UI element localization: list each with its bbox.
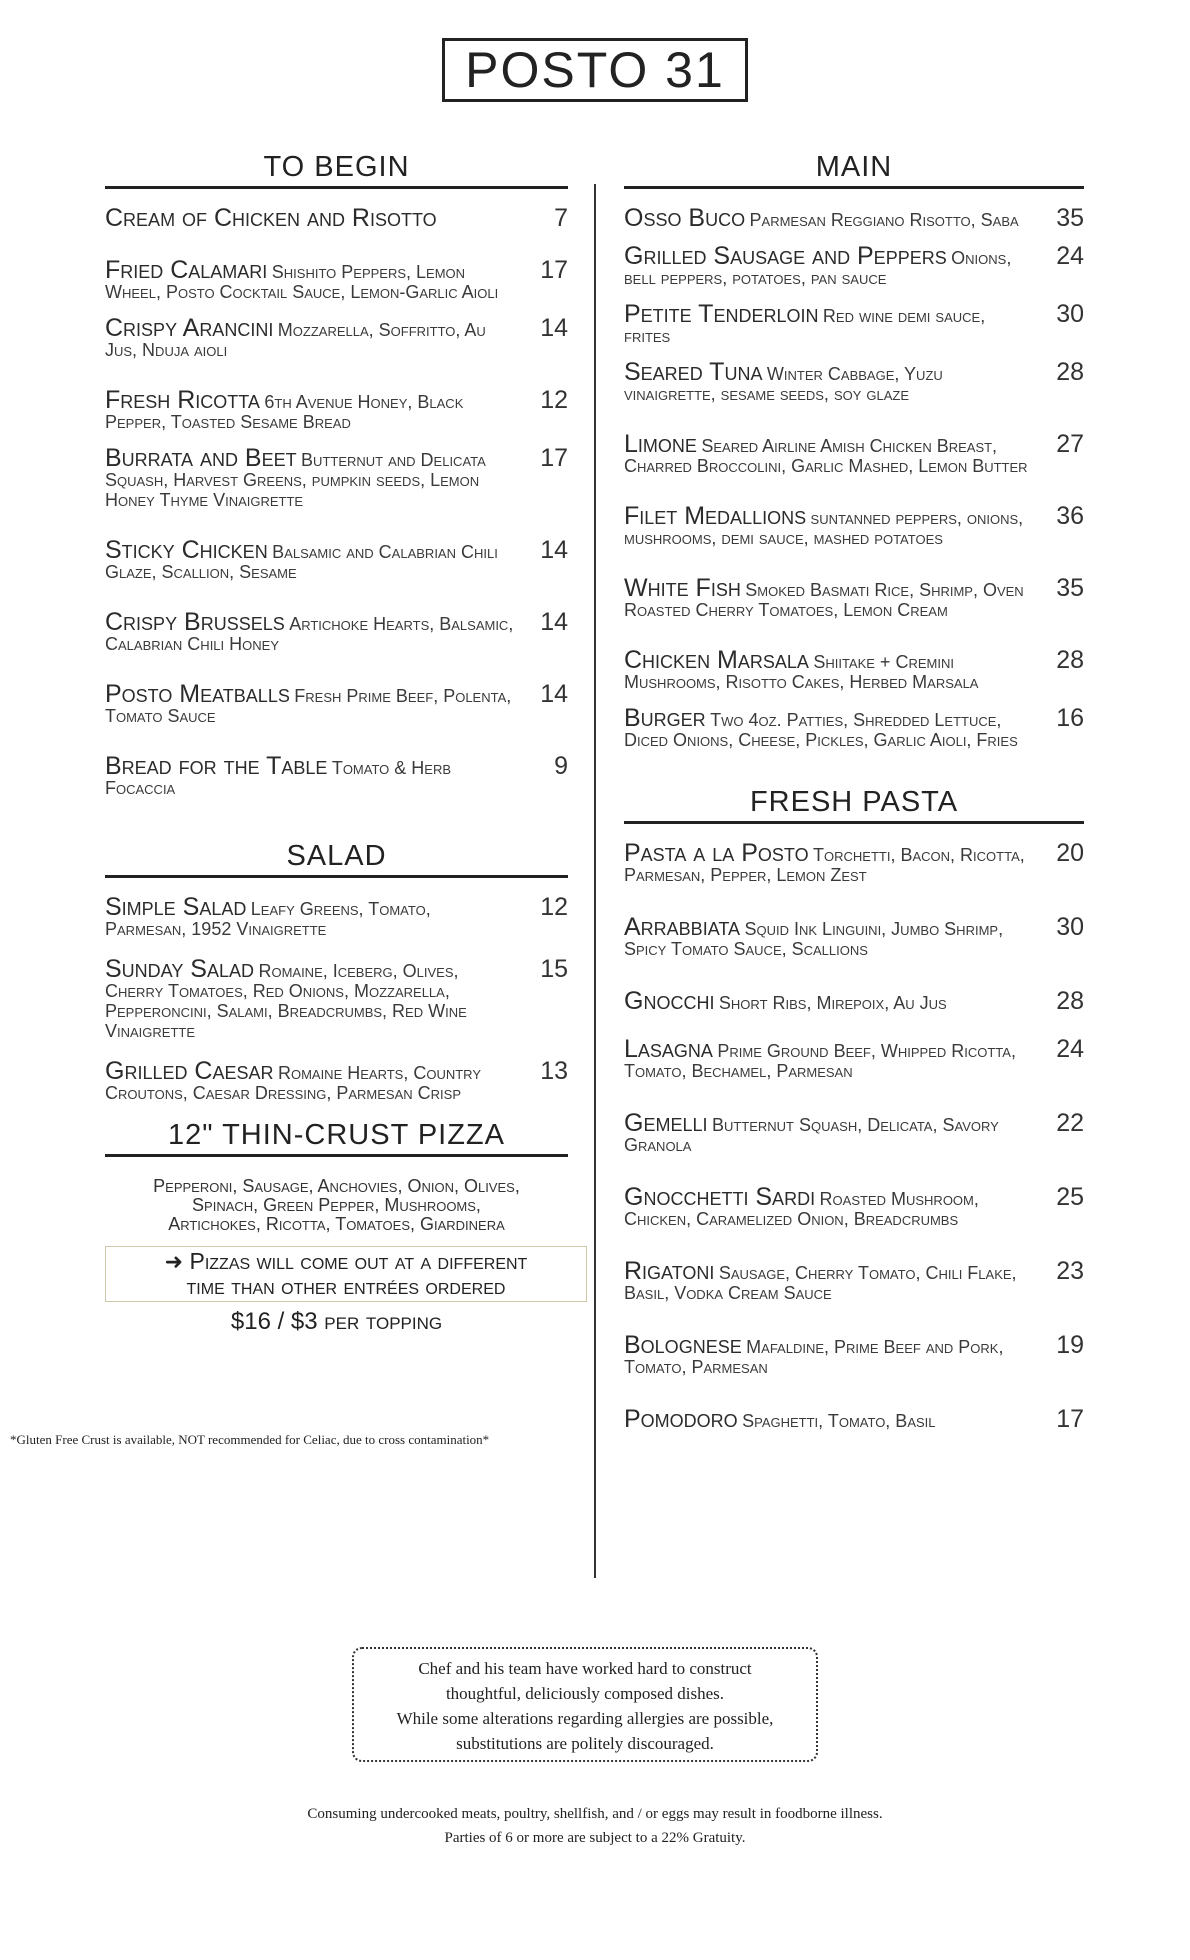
menu-item-name: Limone: [624, 430, 697, 458]
menu-item-name: Gnocchetti Sardi: [624, 1183, 816, 1211]
menu-item-price: 36: [1056, 502, 1084, 530]
menu-item-price: 25: [1056, 1183, 1084, 1211]
menu-item-price: 24: [1056, 1035, 1084, 1063]
menu-item-name: Osso Buco: [624, 204, 746, 232]
chef-note-line: substitutions are politely discouraged.: [456, 1734, 714, 1753]
salad-list: [105, 894, 568, 1104]
menu-item-name: Pomodoro: [624, 1405, 738, 1433]
footer-illness-warning: Consuming undercooked meats, poultry, shellfish, and / or eggs may result in foodborne illness.: [307, 1806, 883, 1822]
main-list: [624, 205, 1084, 751]
pizza-toppings-line: Artichokes, Ricotta, Tomatoes, Giardinera: [168, 1214, 505, 1234]
chef-note-line: thoughtful, deliciously composed dishes.: [445, 1684, 725, 1703]
menu-item-name: Sticky Chicken: [105, 536, 268, 564]
menu-item-description: Seared Airline Amish Chicken Breast, Charred Broccolini, Garlic Mashed, Lemon Butter: [624, 436, 1028, 476]
to-begin-list: [105, 205, 568, 799]
menu-item: [105, 753, 568, 799]
chef-note-box: [352, 1647, 818, 1762]
menu-item-description: suntanned peppers, onions, mushrooms, demi sauce, mashed potatoes: [624, 508, 1024, 548]
footer-gratuity-note: Parties of 6 or more are subject to a 22% Gratuity.: [444, 1830, 746, 1846]
menu-item-description: Spaghetti, Tomato, Basil: [742, 1411, 936, 1431]
menu-item: [105, 537, 568, 583]
menu-item: [105, 445, 568, 511]
menu-item-description: Onions, bell peppers, potatoes, pan sauce: [624, 248, 1012, 288]
section-title-pizza: 12" THIN-CRUST PIZZA: [105, 1118, 568, 1157]
menu-item-description: Romaine, Iceberg, Olives, Cherry Tomatoes, Red Onions, Mozzarella, Pepperoncini, Salami, Breadcrumbs, Red Wine Vinaigrette: [105, 961, 467, 1041]
menu-item: [624, 914, 1084, 960]
menu-item-price: 17: [1056, 1405, 1084, 1433]
menu-item-price: 14: [540, 536, 568, 564]
menu-item-price: 17: [540, 256, 568, 284]
menu-item-description: Shiitake + Cremini Mushrooms, Risotto Cakes, Herbed Marsala: [624, 652, 979, 692]
menu-item-price: 35: [1056, 204, 1084, 232]
menu-item-name: Arrabbiata: [624, 913, 741, 941]
menu-item: [105, 1058, 568, 1104]
menu-item-description: Roasted Mushroom, Chicken, Caramelized Onion, Breadcrumbs: [624, 1189, 979, 1229]
menu-item-price: 22: [1056, 1109, 1084, 1137]
menu-item-description: Mozzarella, Soffritto, Au Jus, Nduja aioli: [105, 320, 486, 360]
menu-item-price: 30: [1056, 913, 1084, 941]
menu-item-price: 9: [554, 752, 568, 780]
menu-item: [624, 1110, 1084, 1156]
menu-item-price: 28: [1056, 358, 1084, 386]
menu-item-name: Grilled Sausage and Peppers: [624, 242, 947, 270]
menu-item-price: 24: [1056, 242, 1084, 270]
menu-item: [624, 243, 1084, 289]
menu-item: [624, 1184, 1084, 1230]
menu-item-price: 14: [540, 314, 568, 342]
menu-item: [624, 359, 1084, 405]
menu-item: [624, 301, 1084, 347]
menu-item-price: 17: [540, 444, 568, 472]
menu-item-price: 16: [1056, 704, 1084, 732]
menu-item-name: Simple Salad: [105, 893, 247, 921]
gluten-free-note: *Gluten Free Crust is available, NOT recommended for Celiac, due to cross contamination*: [10, 1432, 490, 1447]
menu-item-description: Balsamic and Calabrian Chili Glaze, Scallion, Sesame: [105, 542, 498, 582]
pizza-note-line: Pizzas will come out at a different: [189, 1248, 528, 1274]
menu-item: [105, 681, 568, 727]
menu-item: [624, 988, 1084, 1014]
menu-item-name: Bolognese: [624, 1331, 742, 1359]
menu-item-description: Romaine Hearts, Country Croutons, Caesar Dressing, Parmesan Crisp: [105, 1063, 481, 1103]
menu-item: [105, 894, 568, 940]
menu-item: [105, 609, 568, 655]
menu-item-name: Burger: [624, 704, 706, 732]
menu-item: [624, 1332, 1084, 1378]
menu-item-description: Parmesan Reggiano Risotto, Saba: [749, 210, 1019, 230]
section-title-salad: SALAD: [105, 839, 568, 878]
menu-item-description: Smoked Basmati Rice, Shrimp, Oven Roasted Cherry Tomatoes, Lemon Cream: [624, 580, 1024, 620]
menu-item: [624, 840, 1084, 886]
menu-item-name: Fresh Ricotta: [105, 386, 260, 414]
menu-item-description: Shishito Peppers, Lemon Wheel, Posto Cocktail Sauce, Lemon-Garlic Aioli: [105, 262, 499, 302]
menu-item-description: Butternut and Delicata Squash, Harvest Greens, pumpkin seeds, Lemon Honey Thyme Vinaigrette: [105, 450, 486, 510]
menu-item-description: Butternut Squash, Delicata, Savory Granola: [624, 1115, 999, 1155]
menu-item: [624, 1406, 1084, 1432]
menu-item: [105, 315, 568, 361]
pizza-toppings-line: Pepperoni, Sausage, Anchovies, Onion, Olives,: [153, 1176, 520, 1196]
menu-item: [624, 205, 1084, 231]
menu-item: [624, 705, 1084, 751]
menu-item-description: Tomato & Herb Focaccia: [105, 758, 452, 798]
menu-item-price: 12: [540, 893, 568, 921]
menu-item-price: 12: [540, 386, 568, 414]
menu-item-description: Artichoke Hearts, Balsamic, Calabrian Chili Honey: [105, 614, 514, 654]
menu-item-price: 28: [1056, 646, 1084, 674]
menu-item-price: 14: [540, 680, 568, 708]
menu-item-price: 20: [1056, 839, 1084, 867]
menu-item-description: Prime Ground Beef, Whipped Ricotta, Tomato, Bechamel, Parmesan: [624, 1041, 1016, 1081]
pizza-note-line: time than other entrées ordered: [186, 1273, 506, 1299]
menu-item-name: Seared Tuna: [624, 358, 763, 386]
menu-item-name: Sunday Salad: [105, 955, 254, 983]
menu-item-name: Crispy Brussels: [105, 608, 285, 636]
menu-item-description: Two 4oz. Patties, Shredded Lettuce, Diced Onions, Cheese, Pickles, Garlic Aioli, Fries: [624, 710, 1018, 750]
menu-item: [624, 503, 1084, 549]
pasta-list: [624, 840, 1084, 1432]
menu-item: [624, 647, 1084, 693]
pizza-toppings-line: Spinach, Green Pepper, Mushrooms,: [192, 1195, 481, 1215]
menu-item-price: 30: [1056, 300, 1084, 328]
menu-item: [624, 1258, 1084, 1304]
menu-item-name: Gemelli: [624, 1109, 708, 1137]
menu-item-name: Filet Medallions: [624, 502, 807, 530]
menu-item: [624, 575, 1084, 621]
menu-item-name: Fried Calamari: [105, 256, 268, 284]
menu-item-description: Fresh Prime Beef, Polenta, Tomato Sauce: [105, 686, 512, 726]
menu-item-description: Short Ribs, Mirepoix, Au Jus: [718, 993, 947, 1013]
arrow-right-icon: ➜: [164, 1249, 184, 1274]
menu-item-name: White Fish: [624, 574, 741, 602]
section-title-pasta: FRESH PASTA: [624, 785, 1084, 824]
menu-item-description: 6th Avenue Honey, Black Pepper, Toasted Sesame Bread: [105, 392, 464, 432]
menu-item-description: Mafaldine, Prime Beef and Pork, Tomato, Parmesan: [624, 1337, 1004, 1377]
menu-item-price: 27: [1056, 430, 1084, 458]
menu-item-name: Crispy Arancini: [105, 314, 274, 342]
menu-item-price: 14: [540, 608, 568, 636]
pizza-price: $16 / $3 per topping: [230, 1308, 443, 1335]
menu-item-name: Chicken Marsala: [624, 646, 809, 674]
menu-item-price: 28: [1056, 987, 1084, 1015]
menu-item-name: Lasagna: [624, 1035, 713, 1063]
menu-item-price: 35: [1056, 574, 1084, 602]
menu-item-description: Red wine demi sauce, frites: [624, 306, 986, 346]
menu-item: [105, 205, 568, 231]
menu-item: [624, 1036, 1084, 1082]
menu-item-name: Gnocchi: [624, 987, 715, 1015]
column-divider: [594, 184, 596, 1578]
menu-item-name: Posto Meatballs: [105, 680, 290, 708]
menu-item-name: Grilled Caesar: [105, 1057, 274, 1085]
chef-note-line: Chef and his team have worked hard to construct: [418, 1659, 752, 1678]
menu-item-price: 15: [540, 955, 568, 983]
menu-item-name: Cream of Chicken and Risotto: [105, 204, 437, 232]
menu-item-price: 23: [1056, 1257, 1084, 1285]
menu-item-name: Burrata and Beet: [105, 444, 297, 472]
menu-item-description: Torchetti, Bacon, Ricotta, Parmesan, Pepper, Lemon Zest: [624, 845, 1025, 885]
menu-item-name: Petite Tenderloin: [624, 300, 819, 328]
chef-note-line: While some alterations regarding allergies are possible,: [396, 1709, 774, 1728]
menu-item-price: 13: [540, 1057, 568, 1085]
left-column: [105, 150, 568, 1336]
menu-item-name: Bread for the Table: [105, 752, 328, 780]
menu-item-name: Rigatoni: [624, 1257, 715, 1285]
section-title-to-begin: TO BEGIN: [105, 150, 568, 189]
menu-item-price: 7: [554, 204, 568, 232]
menu-item: [624, 431, 1084, 477]
menu-item-price: 19: [1056, 1331, 1084, 1359]
section-title-main: MAIN: [624, 150, 1084, 189]
menu-item-description: Leafy Greens, Tomato, Parmesan, 1952 Vinaigrette: [105, 899, 431, 939]
restaurant-logo: POSTO 31: [442, 38, 748, 102]
menu-item-description: Winter Cabbage, Yuzu vinaigrette, sesame seeds, soy glaze: [624, 364, 943, 404]
pizza-toppings: [105, 1177, 568, 1234]
menu-item-description: Squid Ink Linguini, Jumbo Shrimp, Spicy Tomato Sauce, Scallions: [624, 919, 1004, 959]
menu-item: [105, 257, 568, 303]
right-column: [624, 150, 1084, 1432]
menu-item: [105, 956, 568, 1042]
menu-item-description: Sausage, Cherry Tomato, Chili Flake, Basil, Vodka Cream Sauce: [624, 1263, 1017, 1303]
pizza-timing-note: [105, 1246, 587, 1302]
menu-item-name: Pasta a la Posto: [624, 839, 809, 867]
menu-item: [105, 387, 568, 433]
